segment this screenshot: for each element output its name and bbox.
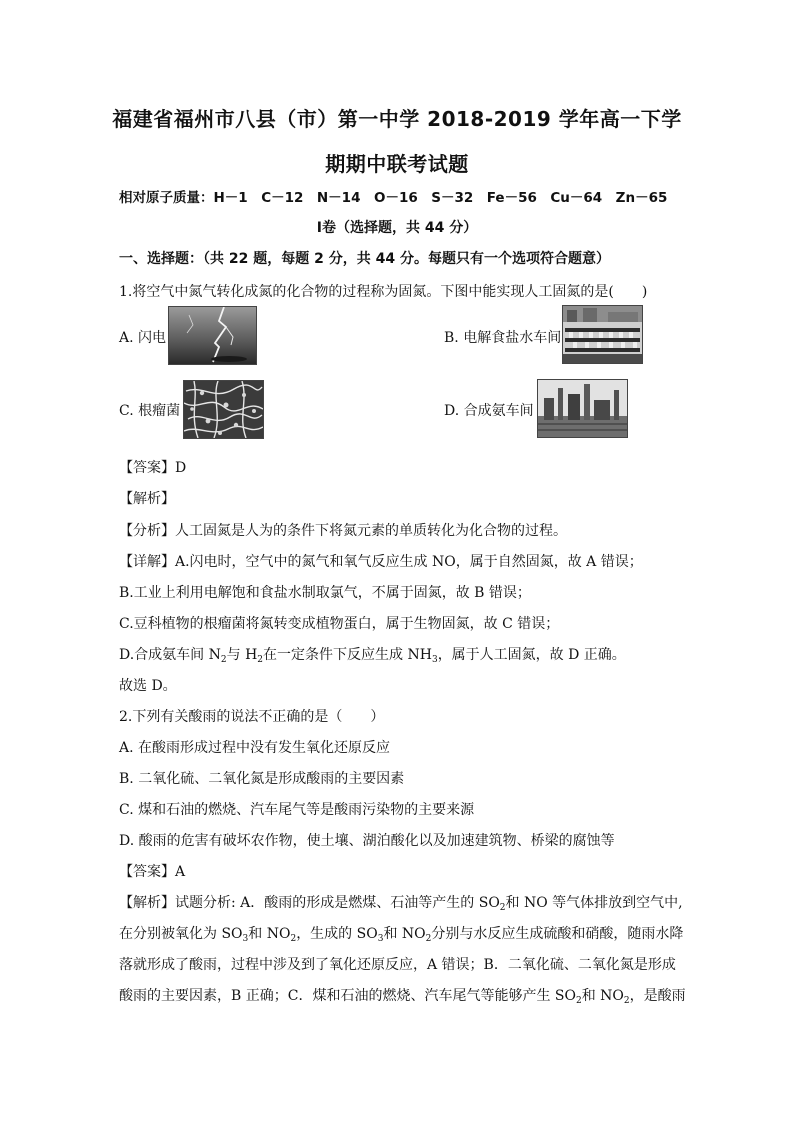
- electrolysis-workshop-image: [562, 305, 643, 364]
- q2-analysis-line-2: [119, 923, 683, 943]
- q2-analysis-text: 和 NO: [248, 926, 291, 942]
- q1-explain-d-part2: 与 H: [226, 647, 258, 663]
- q1-stem: 1.将空气中氮气转化成氮的化合物的过程称为固氮。下图中能实现人工固氮的是( ): [119, 284, 648, 300]
- subscript-2: 2: [575, 996, 582, 1006]
- q2-analysis-text: ，是酸雨: [629, 988, 686, 1004]
- q2-analysis-text: 和 NO 等气体排放到空气中,: [505, 895, 683, 911]
- subscript-3: 3: [431, 655, 438, 665]
- q2-analysis-text: 【解析】试题分析: A．酸雨的形成是燃煤、石油等产生的 SO: [119, 895, 500, 911]
- q2-option-d: D. 酸雨的危害有破坏农作物，使土壤、湖泊酸化以及加速建筑物、桥梁的腐蚀等: [119, 833, 615, 849]
- subscript-2: 2: [425, 934, 432, 944]
- subscript-2: 2: [623, 996, 630, 1006]
- q1-explain-d-part3: 在一定条件下反应生成 NH: [263, 647, 432, 663]
- section-heading: Ⅰ卷（选择题，共 44 分）: [316, 220, 478, 236]
- q2-analysis-text: 酸雨的主要因素，B 正确；C．煤和石油的燃烧、汽车尾气等能够产生 SO: [119, 988, 576, 1004]
- q2-analysis-text: 在分别被氧化为 SO: [119, 926, 243, 942]
- q2-stem: 2.下列有关酸雨的说法不正确的是（ ）: [119, 709, 385, 725]
- q2-analysis-line-1: [119, 892, 683, 912]
- q2-answer: 【答案】A: [119, 864, 186, 880]
- document-title-line-1: 福建省福州市八县（市）第一中学 2018-2019 学年高一下学: [112, 107, 682, 131]
- q2-analysis-text: ，生成的 SO: [296, 926, 378, 942]
- q2-analysis-text: 分别与水反应生成硫酸和硝酸，随雨水降: [431, 926, 684, 942]
- q2-option-b: B. 二氧化硫、二氧化氮是形成酸雨的主要因素: [119, 771, 405, 787]
- subscript-2: 2: [257, 655, 264, 665]
- q1-option-a-label: A. 闪电: [119, 330, 167, 346]
- q1-explain-b: B.工业上利用电解饱和食盐水制取氯气，不属于固氮，故 B 错误；: [119, 585, 531, 601]
- q2-analysis-line-4: [119, 985, 686, 1005]
- atomic-mass-line: 相对原子质量：H－1 C－12 N－14 O－16 S－32 Fe－56 Cu－64 Zn－65: [119, 190, 668, 206]
- q2-analysis-text: 和 NO: [383, 926, 426, 942]
- q2-option-a: A. 在酸雨形成过程中没有发生氧化还原反应: [119, 740, 391, 756]
- q1-answer: 【答案】D: [119, 460, 187, 476]
- q1-option-d-label: D. 合成氨车间: [444, 403, 534, 419]
- q1-conclusion: 故选 D。: [119, 678, 177, 694]
- ammonia-plant-image: [537, 379, 628, 438]
- subscript-3: 3: [242, 934, 249, 944]
- q1-option-c-label: C. 根瘤菌: [119, 403, 181, 419]
- subscript-2: 2: [220, 655, 227, 665]
- q2-analysis-line-3: 落就形成了酸雨，过程中涉及到了氧化还原反应，A 错误；B．二氧化硫、二氧化氮是形成: [119, 957, 676, 973]
- root-nodule-image: [183, 380, 264, 439]
- q1-explain-d-part4: ，属于人工固氮，故 D 正确。: [437, 647, 626, 663]
- document-title-line-2: 期期中联考试题: [325, 152, 469, 176]
- subscript-3: 3: [377, 934, 384, 944]
- q1-analysis-label: 【解析】: [119, 491, 175, 507]
- q1-option-b-label: B. 电解食盐水车间: [444, 330, 562, 346]
- q2-analysis-text: 和 NO: [581, 988, 624, 1004]
- q1-explain-d-part1: D.合成氨车间 N: [119, 647, 221, 663]
- q1-explain-c: C.豆科植物的根瘤菌将氮转变成植物蛋白，属于生物固氮，故 C 错误；: [119, 616, 560, 632]
- q1-fenxi: 【分析】人工固氮是人为的条件下将氮元素的单质转化为化合物的过程。: [119, 523, 567, 539]
- lightning-image: [168, 306, 257, 365]
- q2-option-c: C. 煤和石油的燃烧、汽车尾气等是酸雨污染物的主要来源: [119, 802, 475, 818]
- subscript-2: 2: [499, 903, 506, 913]
- q1-explain-d: [119, 644, 626, 664]
- part-heading: 一、选择题：（共 22 题，每题 2 分，共 44 分。每题只有一个选项符合题意）: [119, 251, 610, 267]
- q1-xiangjie: 【详解】A.闪电时，空气中的氮气和氧气反应生成 NO，属于自然固氮，故 A 错误；: [119, 554, 643, 570]
- subscript-2: 2: [290, 934, 297, 944]
